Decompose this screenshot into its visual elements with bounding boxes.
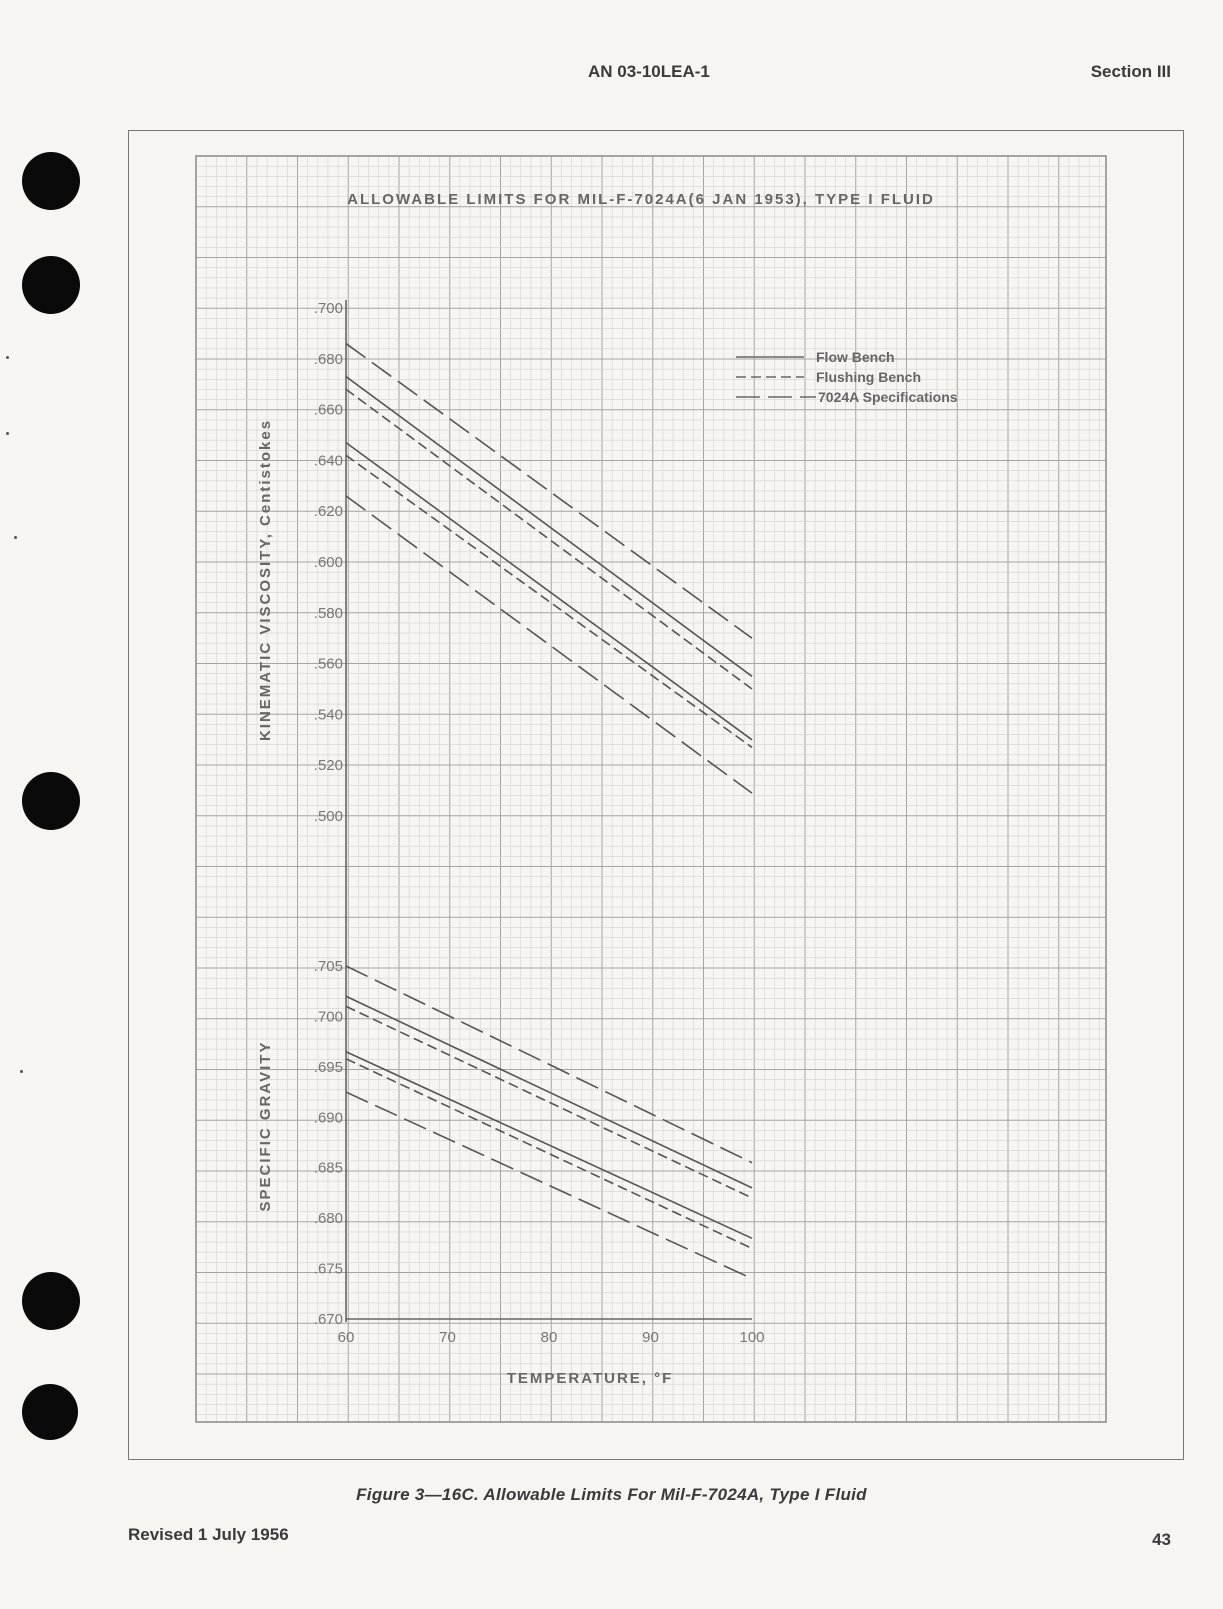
viscosity-series-line-solid (346, 377, 752, 677)
legend-label-flushing-bench: Flushing Bench (816, 369, 921, 385)
viscosity-series-line-solid (346, 443, 752, 740)
y-axis-label-specific-gravity: SPECIFIC GRAVITY (257, 1040, 274, 1212)
x-tick-label: 100 (739, 1329, 765, 1346)
x-tick-label: 70 (439, 1329, 456, 1346)
y-tick-label: .675 (313, 1260, 343, 1278)
x-tick-label: 90 (642, 1329, 659, 1346)
y-tick-label: .660 (313, 401, 343, 419)
tick-labels (314, 300, 765, 1346)
chart-title: ALLOWABLE LIMITS FOR MIL-F-7024A(6 JAN 1953), TYPE I FLUID (347, 191, 935, 208)
y-axis-label-viscosity: KINEMATIC VISCOSITY, Centistokes (257, 418, 274, 742)
viscosity-series-line-dashed (346, 389, 752, 689)
series-layer (346, 344, 752, 1279)
revision-date: Revised 1 July 1956 (128, 1525, 289, 1544)
legend-label-flow-bench: Flow Bench (816, 349, 895, 365)
y-tick-label: .670 (313, 1311, 343, 1328)
y-tick-label: .500 (313, 808, 343, 825)
y-tick-label: .540 (313, 706, 343, 724)
y-tick-label: .700 (313, 300, 343, 317)
y-tick-label: .600 (313, 554, 343, 571)
specific-gravity-series-line-solid (346, 996, 752, 1188)
y-tick-label: .685 (313, 1159, 343, 1177)
viscosity-series-line-dashed (346, 455, 752, 747)
y-tick-label: .520 (313, 757, 343, 775)
page-number: 43 (1152, 1530, 1171, 1549)
y-tick-label: .705 (313, 958, 343, 975)
figure-caption: Figure 3—16C. Allowable Limits For Mil-F-7024A, Type I Fluid (356, 1485, 867, 1504)
x-tick-label: 80 (540, 1329, 558, 1346)
y-tick-label: .620 (313, 503, 343, 521)
specific-gravity-series-line-dashed (346, 1059, 752, 1249)
y-tick-label: .690 (313, 1109, 343, 1127)
y-tick-label: .695 (313, 1058, 343, 1076)
x-axis-label: TEMPERATURE, °F (506, 1370, 674, 1387)
x-tick-label: 60 (337, 1329, 355, 1346)
legend-label-7024a-specifications: 7024A Specifications (818, 389, 958, 405)
legend (736, 349, 958, 405)
specific-gravity-series-line-long-dash (346, 966, 752, 1163)
section-label: Section III (1090, 62, 1171, 81)
y-tick-label: .560 (313, 655, 343, 673)
y-tick-label: .640 (313, 452, 343, 470)
y-tick-label: .680 (313, 350, 343, 368)
y-tick-label: .680 (313, 1210, 343, 1228)
specific-gravity-series-line-dashed (346, 1006, 752, 1198)
y-tick-label: .700 (313, 1008, 343, 1026)
y-tick-label: .580 (313, 604, 343, 622)
document-id: AN 03-10LEA-1 (588, 62, 710, 81)
